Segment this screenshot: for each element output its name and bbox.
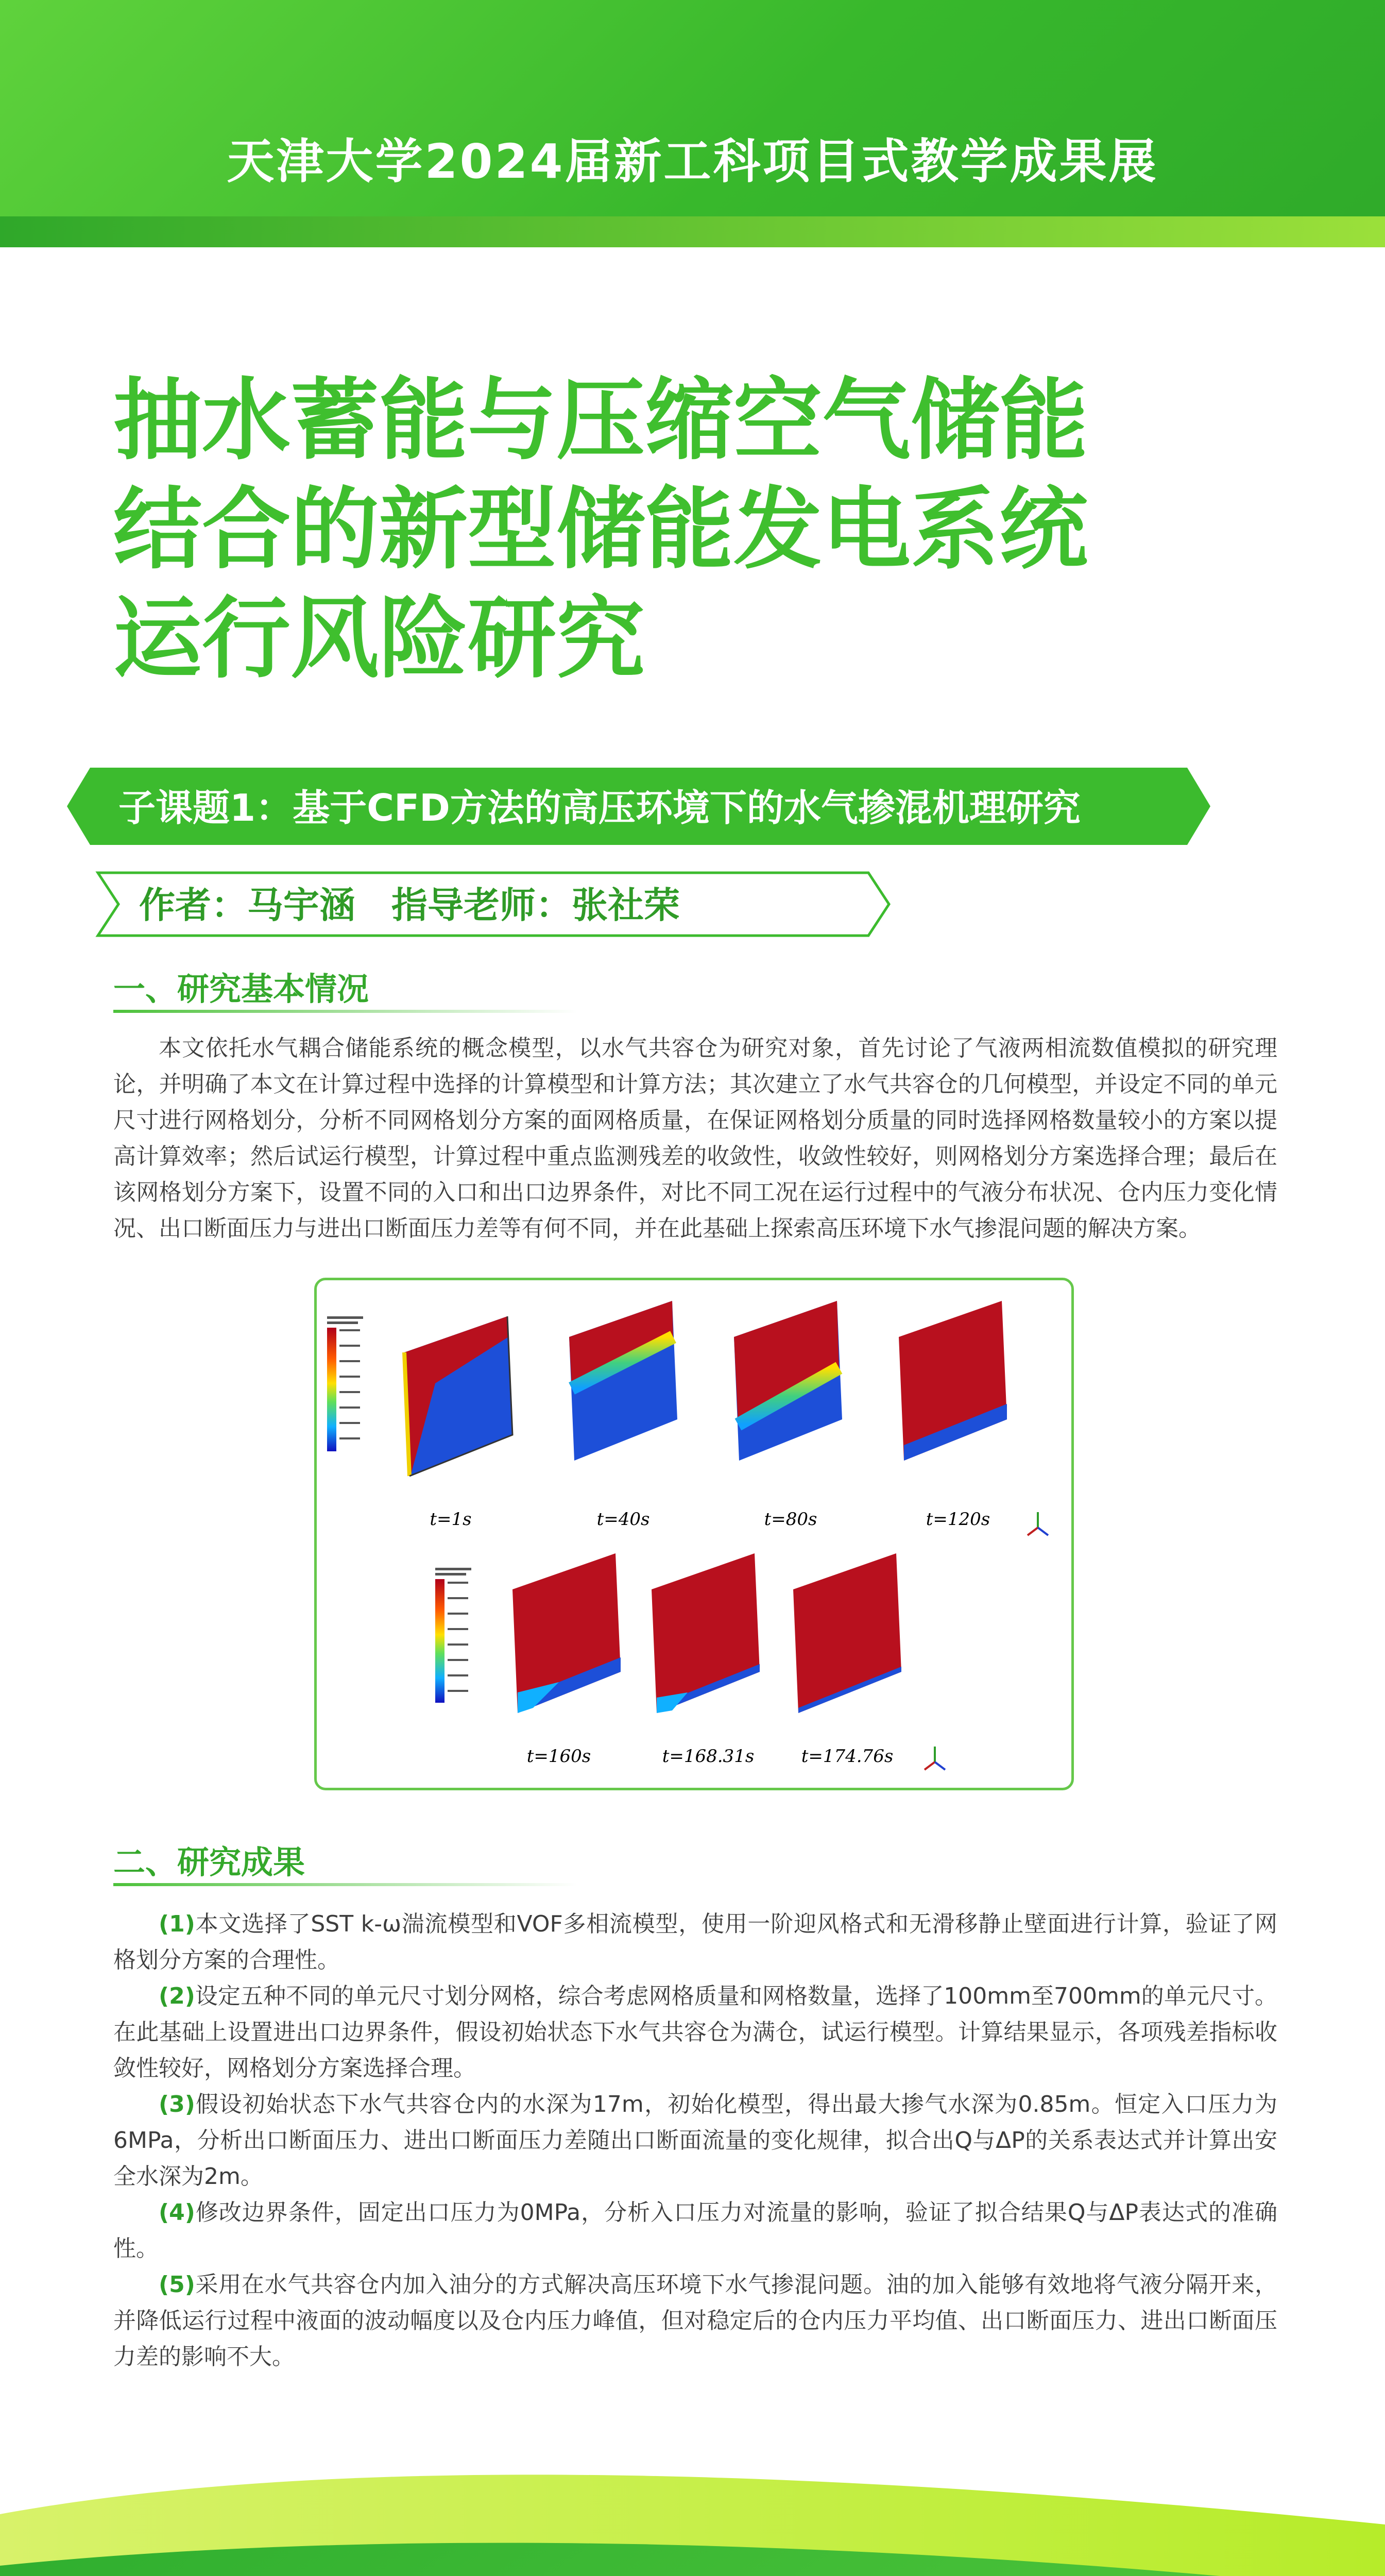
result-text-4: 修改边界条件，固定出口压力为0MPa，分析入口压力对流量的影响，验证了拟合结果Q与ΔP表达式的准确性。 [113,2199,1277,2262]
section-1-paragraph: 本文依托水气耦合储能系统的概念模型，以水气共容仓为研究对象，首先讨论了气液两相流数值模拟的研究理论，并明确了本文在计算过程中选择的计算模型和计算方法；其次建立了水气共容仓的几何模型，并设定不同的单元尺寸进行网格划分，分析不同网格划分方案的面网格质量，在保证网格划分质量的同时选择网格数量较小的方案以提高计算效率；然后试运行模型，计算过程中重点监测残差的收敛性，收敛性较好，则网格划分方案选择合理；最后在该网格划分方案下，设置不同的入口和出口边界条件，对比不同工况在运行过程中的气液分布状况、仓内压力变化情况、出口断面压力与进出口断面压力差等有何不同，并在此基础上探索高压环境下水气掺混问题的解决方案。 [113,1035,1277,1242]
section-2-underline [113,1883,577,1886]
result-num-2: (2) [159,1983,195,2009]
fig-label-t160: t=160s [526,1746,591,1767]
axis-triad-1 [1028,1512,1048,1535]
subtopic-title: 子课题1：基于CFD方法的高压环境下的水气掺混机理研究 [118,786,1081,829]
fig-label-t40: t=40s [596,1509,650,1530]
bottom-decoration [0,2473,1385,2576]
section-1-underline [113,1010,577,1013]
cfd-figure-graphic [317,1280,1071,1788]
result-item-4 [113,2195,1277,2267]
main-title [113,366,1298,693]
result-item-3 [113,2087,1277,2195]
section-2-heading: 二、研究成果 [113,1843,305,1881]
section-2-results [113,1906,1277,2375]
colorbar-1 [327,1328,336,1451]
header-title: 天津大学2024届新工科项目式教学成果展 [227,134,1158,189]
result-num-5: (5) [159,2272,195,2298]
axis-triad-2 [925,1747,945,1770]
result-num-3: (3) [159,2091,195,2117]
panel-t174 [793,1553,901,1713]
fig-label-t168: t=168.31s [662,1746,755,1767]
result-num-1: (1) [159,1911,195,1937]
result-num-4: (4) [159,2199,195,2226]
fig-label-t1: t=1s [430,1509,472,1530]
panel-t40 [569,1301,677,1461]
result-item-2 [113,1978,1277,2087]
bottom-graphic [0,2473,1385,2576]
fig-label-t174: t=174.76s [801,1746,894,1767]
result-item-1 [113,1906,1277,1978]
cfd-figure [314,1278,1074,1790]
main-title-line-2: 结合的新型储能发电系统 [113,478,1088,581]
panel-t120 [899,1301,1007,1461]
result-text-2: 设定五种不同的单元尺寸划分网格，综合考虑网格质量和网格数量，选择了100mm至700mm的单元尺寸。在此基础上设置进出口边界条件，假设初始状态下水气共容仓为满仓，试运行模型。计算结果显示，各项残差指标收敛性较好，网格划分方案选择合理。 [113,1983,1277,2081]
top-banner [0,0,1385,242]
result-text-3: 假设初始状态下水气共容仓内的水深为17m，初始化模型，得出最大掺气水深为0.85m。恒定入口压力为6MPa，分析出口断面压力、进出口断面压力差随出口断面流量的变化规律，拟合出Q与ΔP的关系表达式并计算出安全水深为2m。 [113,2091,1277,2190]
section-1-heading: 一、研究基本情况 [113,970,369,1008]
result-text-5: 采用在水气共容仓内加入油分的方式解决高压环境下水气掺混问题。油的加入能够有效地将气液分隔开来，并降低运行过程中液面的波动幅度以及仓内压力峰值，但对稳定后的仓内压力平均值、出口断面压力、进出口断面压力差的影响不大。 [113,2272,1277,2370]
result-item-5 [113,2267,1277,2375]
author-line: 作者：马宇涵 指导老师：张社荣 [139,884,680,926]
panel-t1 [404,1316,512,1476]
top-stripe [0,216,1385,247]
panel-t160 [512,1553,621,1713]
fig-label-t120: t=120s [926,1509,990,1530]
result-text-1: 本文选择了SST k-ω湍流模型和VOF多相流模型，使用一阶迎风格式和无滑移静止壁面进行计算，验证了网格划分方案的合理性。 [113,1911,1277,1973]
colorbar-2 [435,1579,444,1703]
main-title-line-3: 运行风险研究 [113,587,645,690]
main-title-line-1: 抽水蓄能与压缩空气储能 [113,368,1088,472]
fig-label-t80: t=80s [764,1509,817,1530]
panel-t80 [734,1301,842,1461]
panel-t168 [652,1553,760,1713]
